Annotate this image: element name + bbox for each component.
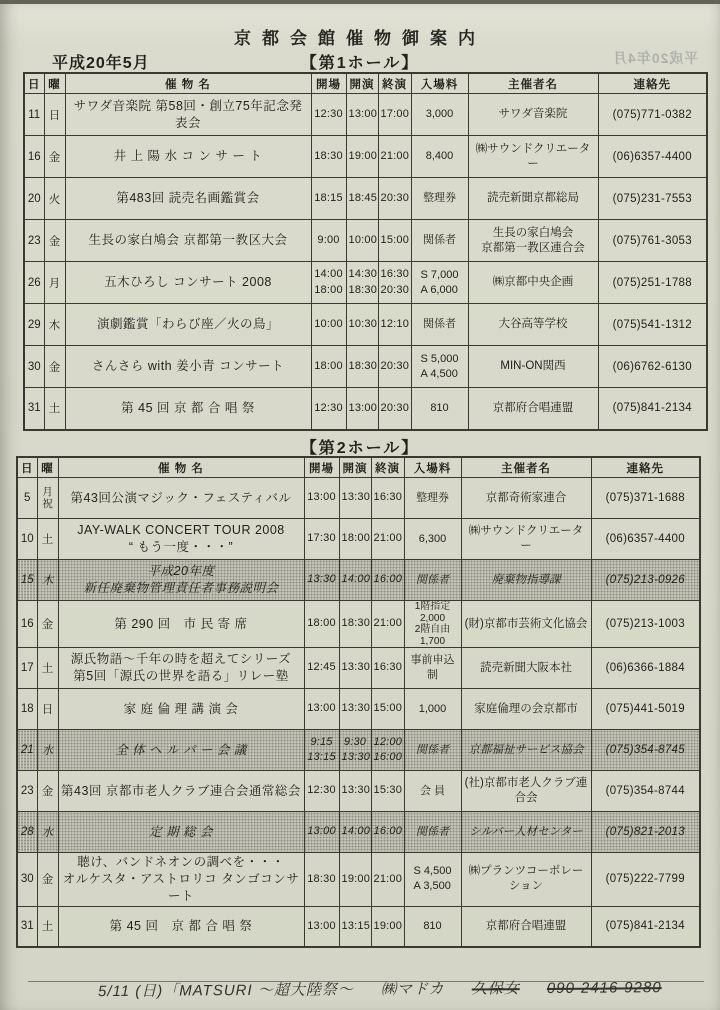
event-row bbox=[24, 304, 707, 346]
event-row bbox=[17, 906, 700, 947]
cell-start-time: 19:00 bbox=[339, 853, 371, 907]
cell-organizer: サワダ音楽院 bbox=[468, 94, 598, 136]
cell-day: 29 bbox=[24, 304, 44, 346]
cell-phone: (075)222-7799 bbox=[591, 853, 700, 907]
event-row bbox=[24, 346, 707, 388]
handwritten-note bbox=[98, 976, 698, 1001]
cell-organizer: (財)京都市芸術文化協会 bbox=[461, 601, 591, 648]
cell-organizer: シルバー人材センター bbox=[461, 812, 591, 853]
event-row bbox=[17, 771, 700, 812]
cell-phone: (06)6366-1884 bbox=[591, 648, 700, 689]
cell-phone: (075)354-8745 bbox=[591, 730, 700, 771]
cell-end-time: 12:10 bbox=[378, 304, 411, 346]
cell-open-time: 13:30 bbox=[304, 560, 339, 601]
column-header: 日 bbox=[17, 457, 37, 478]
scanned-page bbox=[0, 4, 720, 1010]
column-header: 入場料 bbox=[404, 457, 461, 478]
cell-event: JAY-WALK CONCERT TOUR 2008 “ もう一度・・・” bbox=[58, 519, 304, 560]
cell-open-time: 18:30 bbox=[311, 136, 346, 178]
cell-event: 第 290 回 市 民 寄 席 bbox=[58, 601, 304, 648]
cell-fee: 整理券 bbox=[404, 478, 461, 519]
cell-start-time: 14:30 18:30 bbox=[346, 262, 378, 304]
cell-organizer: (社)京都市老人クラブ連合会 bbox=[461, 771, 591, 812]
cell-day: 31 bbox=[24, 388, 44, 430]
bleedthrough-text: 平成20年4月 bbox=[611, 50, 698, 66]
cell-day: 23 bbox=[17, 771, 37, 812]
cell-open-time: 12:45 bbox=[304, 648, 339, 689]
cell-start-time: 19:00 bbox=[346, 136, 378, 178]
cell-start-time: 9:30 13:30 bbox=[339, 730, 371, 771]
cell-fee: 事前申込制 bbox=[404, 648, 461, 689]
event-row bbox=[24, 136, 707, 178]
cell-end-time: 21:00 bbox=[378, 136, 411, 178]
cell-day: 11 bbox=[24, 94, 44, 136]
cell-phone: (075)541-1312 bbox=[598, 304, 707, 346]
event-row bbox=[17, 812, 700, 853]
cell-weekday: 土 bbox=[37, 648, 58, 689]
cell-event: 第43回 京都市老人クラブ連合会通常総会 bbox=[58, 771, 304, 812]
cell-event: 全 体 ヘ ル パ ー 会 議 bbox=[58, 730, 304, 771]
cell-event: さんさら with 姜小青 コンサート bbox=[65, 346, 311, 388]
cell-phone: (075)761-3053 bbox=[598, 220, 707, 262]
column-header: 終演 bbox=[371, 457, 404, 478]
event-row bbox=[24, 94, 707, 136]
cell-fee: 関係者 bbox=[404, 730, 461, 771]
cell-open-time: 10:00 bbox=[311, 304, 346, 346]
cell-event: 第483回 読売名画鑑賞会 bbox=[65, 178, 311, 220]
cell-weekday: 金 bbox=[37, 853, 58, 907]
cell-phone: (075)841-2134 bbox=[591, 906, 700, 947]
cell-start-time: 13:30 bbox=[339, 478, 371, 519]
cell-open-time: 9:15 13:15 bbox=[304, 730, 339, 771]
cell-open-time: 13:00 bbox=[304, 906, 339, 947]
cell-end-time: 12:00 16:00 bbox=[371, 730, 404, 771]
cell-fee: 6,300 bbox=[404, 519, 461, 560]
cell-fee: 関係者 bbox=[411, 220, 468, 262]
cell-end-time: 21:00 bbox=[371, 601, 404, 648]
cell-organizer: ㈱サウンドクリエーター bbox=[468, 136, 598, 178]
page-title: 京都会館催物御案内 bbox=[234, 29, 486, 48]
event-row bbox=[24, 262, 707, 304]
cell-open-time: 12:30 bbox=[311, 388, 346, 430]
column-header: 開演 bbox=[346, 73, 378, 94]
cell-day: 23 bbox=[24, 220, 44, 262]
cell-end-time: 16:30 20:30 bbox=[378, 262, 411, 304]
cell-event: 源氏物語～千年の時を超えてシリーズ 第5回「源氏の世界を語る」リレー塾 bbox=[58, 648, 304, 689]
event-row bbox=[17, 519, 700, 560]
cell-weekday: 金 bbox=[44, 136, 65, 178]
cell-weekday: 月 祝 bbox=[37, 478, 58, 519]
header-row bbox=[24, 73, 707, 94]
cell-end-time: 16:00 bbox=[371, 812, 404, 853]
cell-day: 17 bbox=[17, 648, 37, 689]
cell-event: 演劇鑑賞「わらび座／火の鳥」 bbox=[65, 304, 311, 346]
cell-day: 16 bbox=[24, 136, 44, 178]
cell-organizer: 生長の家白鳩会 京都第一教区連合会 bbox=[468, 220, 598, 262]
handwritten-company: ㈱マドカ bbox=[380, 980, 445, 999]
cell-start-time: 10:30 bbox=[346, 304, 378, 346]
column-header: 催 物 名 bbox=[58, 457, 304, 478]
cell-day: 5 bbox=[17, 478, 37, 519]
cell-day: 28 bbox=[17, 812, 37, 853]
cell-weekday: 日 bbox=[37, 689, 58, 730]
event-row bbox=[24, 388, 707, 430]
cell-phone: (075)441-5019 bbox=[591, 689, 700, 730]
cell-end-time: 20:30 bbox=[378, 346, 411, 388]
cell-fee: 関係者 bbox=[404, 560, 461, 601]
event-row bbox=[17, 730, 700, 771]
cell-end-time: 17:00 bbox=[378, 94, 411, 136]
cell-weekday: 金 bbox=[37, 601, 58, 648]
column-header: 終演 bbox=[378, 73, 411, 94]
cell-weekday: 木 bbox=[44, 304, 65, 346]
cell-open-time: 13:00 bbox=[304, 812, 339, 853]
handwritten-name-struck: 久保女 bbox=[471, 980, 520, 998]
hall-2-schedule-table bbox=[16, 456, 701, 948]
cell-organizer: 読売新聞京都総局 bbox=[468, 178, 598, 220]
cell-event: 家 庭 倫 理 講 演 会 bbox=[58, 689, 304, 730]
cell-organizer: ㈱サウンドクリエーター bbox=[461, 519, 591, 560]
hall-2-title: 【第2ホール】 bbox=[300, 440, 420, 457]
cell-weekday: 火 bbox=[44, 178, 65, 220]
cell-start-time: 10:00 bbox=[346, 220, 378, 262]
cell-start-time: 13:15 bbox=[339, 906, 371, 947]
cell-end-time: 21:00 bbox=[371, 519, 404, 560]
cell-end-time: 20:30 bbox=[378, 388, 411, 430]
cell-open-time: 18:30 bbox=[304, 853, 339, 907]
cell-weekday: 水 bbox=[37, 730, 58, 771]
event-row bbox=[17, 601, 700, 648]
hall-1-title: 【第1ホール】 bbox=[300, 55, 420, 72]
cell-open-time: 18:15 bbox=[311, 178, 346, 220]
cell-fee: 8,400 bbox=[411, 136, 468, 178]
cell-start-time: 14:00 bbox=[339, 560, 371, 601]
column-header: 曜 bbox=[37, 457, 58, 478]
header-row bbox=[17, 457, 700, 478]
cell-day: 26 bbox=[24, 262, 44, 304]
cell-day: 10 bbox=[17, 519, 37, 560]
cell-fee: 810 bbox=[404, 906, 461, 947]
cell-organizer: 京都奇術家連合 bbox=[461, 478, 591, 519]
cell-open-time: 17:30 bbox=[304, 519, 339, 560]
cell-event: 第 45 回 京 都 合 唱 祭 bbox=[65, 388, 311, 430]
month-label: 平成20年5月 bbox=[52, 55, 150, 72]
cell-start-time: 13:30 bbox=[339, 648, 371, 689]
cell-open-time: 9:00 bbox=[311, 220, 346, 262]
cell-organizer: 京都福祉サービス協会 bbox=[461, 730, 591, 771]
cell-start-time: 13:00 bbox=[346, 388, 378, 430]
event-row bbox=[17, 478, 700, 519]
cell-weekday: 月 bbox=[44, 262, 65, 304]
hall-1-schedule-table bbox=[23, 72, 708, 431]
column-header: 連絡先 bbox=[591, 457, 700, 478]
cell-organizer: ㈱京都中央企画 bbox=[468, 262, 598, 304]
cell-weekday: 土 bbox=[37, 906, 58, 947]
cell-fee: 関係者 bbox=[411, 304, 468, 346]
cell-organizer: 大谷高等学校 bbox=[468, 304, 598, 346]
cell-fee: S 5,000 A 4,500 bbox=[411, 346, 468, 388]
cell-organizer: 家庭倫理の会京都市 bbox=[461, 689, 591, 730]
cell-phone: (06)6357-4400 bbox=[591, 519, 700, 560]
cell-fee: 3,000 bbox=[411, 94, 468, 136]
cell-event: 生長の家白鳩会 京都第一教区大会 bbox=[65, 220, 311, 262]
cell-organizer: 京都府合唱連盟 bbox=[468, 388, 598, 430]
cell-event: 第43回公演マジック・フェスティバル bbox=[58, 478, 304, 519]
event-row bbox=[24, 220, 707, 262]
column-header: 催 物 名 bbox=[65, 73, 311, 94]
cell-open-time: 12:30 bbox=[304, 771, 339, 812]
cell-start-time: 13:30 bbox=[339, 689, 371, 730]
cell-phone: (075)771-0382 bbox=[598, 94, 707, 136]
handwritten-event: 5/11 (日)「MATSURI ～超大陸祭～ bbox=[97, 981, 354, 1001]
cell-phone: (075)354-8744 bbox=[591, 771, 700, 812]
cell-start-time: 13:00 bbox=[346, 94, 378, 136]
cell-event: 聴け、バンドネオンの調べを・・・ オルケスタ・アストロリコ タンゴコンサート bbox=[58, 853, 304, 907]
cell-weekday: 金 bbox=[44, 220, 65, 262]
cell-open-time: 18:00 bbox=[311, 346, 346, 388]
cell-weekday: 木 bbox=[37, 560, 58, 601]
column-header: 開演 bbox=[339, 457, 371, 478]
cell-end-time: 16:30 bbox=[371, 478, 404, 519]
cell-end-time: 19:00 bbox=[371, 906, 404, 947]
cell-start-time: 18:30 bbox=[339, 601, 371, 648]
cell-end-time: 15:00 bbox=[378, 220, 411, 262]
cell-end-time: 15:30 bbox=[371, 771, 404, 812]
cell-event: サワダ音楽院 第58回・創立75年記念発表会 bbox=[65, 94, 311, 136]
cell-fee: 整理券 bbox=[411, 178, 468, 220]
cell-fee: S 7,000 A 6,000 bbox=[411, 262, 468, 304]
cell-fee: 会 員 bbox=[404, 771, 461, 812]
event-row bbox=[17, 648, 700, 689]
cell-start-time: 18:00 bbox=[339, 519, 371, 560]
cell-organizer: 読売新聞大阪本社 bbox=[461, 648, 591, 689]
event-row bbox=[24, 178, 707, 220]
cell-day: 21 bbox=[17, 730, 37, 771]
cell-end-time: 16:00 bbox=[371, 560, 404, 601]
event-row bbox=[17, 853, 700, 907]
column-header: 曜 bbox=[44, 73, 65, 94]
cell-weekday: 水 bbox=[37, 812, 58, 853]
cell-fee: 1階指定 2,000 2階自由 1,700 bbox=[404, 601, 461, 648]
cell-phone: (075)841-2134 bbox=[598, 388, 707, 430]
cell-event: 平成20年度 新任廃棄物管理責任者事務説明会 bbox=[58, 560, 304, 601]
cell-weekday: 土 bbox=[44, 388, 65, 430]
event-row bbox=[17, 689, 700, 730]
cell-open-time: 13:00 bbox=[304, 478, 339, 519]
cell-event: 定 期 総 会 bbox=[58, 812, 304, 853]
cell-weekday: 土 bbox=[37, 519, 58, 560]
cell-organizer: ㈱プランツコーポレーション bbox=[461, 853, 591, 907]
cell-start-time: 18:30 bbox=[346, 346, 378, 388]
cell-day: 18 bbox=[17, 689, 37, 730]
cell-phone: (075)821-2013 bbox=[591, 812, 700, 853]
cell-fee: S 4,500 A 3,500 bbox=[404, 853, 461, 907]
cell-open-time: 12:30 bbox=[311, 94, 346, 136]
cell-phone: (075)213-0926 bbox=[591, 560, 700, 601]
cell-phone: (06)6357-4400 bbox=[598, 136, 707, 178]
cell-weekday: 金 bbox=[44, 346, 65, 388]
cell-fee: 1,000 bbox=[404, 689, 461, 730]
cell-organizer: 廃棄物指導課 bbox=[461, 560, 591, 601]
cell-start-time: 14:00 bbox=[339, 812, 371, 853]
column-header: 入場料 bbox=[411, 73, 468, 94]
cell-end-time: 21:00 bbox=[371, 853, 404, 907]
cell-phone: (075)231-7553 bbox=[598, 178, 707, 220]
column-header: 開場 bbox=[311, 73, 346, 94]
cell-event: 井 上 陽 水 コ ン サ ー ト bbox=[65, 136, 311, 178]
cell-open-time: 18:00 bbox=[304, 601, 339, 648]
cell-day: 31 bbox=[17, 906, 37, 947]
cell-start-time: 13:30 bbox=[339, 771, 371, 812]
cell-event: 五木ひろし コンサート 2008 bbox=[65, 262, 311, 304]
column-header: 主催者名 bbox=[461, 457, 591, 478]
cell-weekday: 金 bbox=[37, 771, 58, 812]
cell-end-time: 20:30 bbox=[378, 178, 411, 220]
cell-start-time: 18:45 bbox=[346, 178, 378, 220]
cell-day: 16 bbox=[17, 601, 37, 648]
handwritten-phone-struck: 090-2416-9280 bbox=[546, 979, 662, 997]
cell-open-time: 14:00 18:00 bbox=[311, 262, 346, 304]
cell-day: 30 bbox=[17, 853, 37, 907]
cell-phone: (06)6762-6130 bbox=[598, 346, 707, 388]
cell-day: 30 bbox=[24, 346, 44, 388]
cell-fee: 関係者 bbox=[404, 812, 461, 853]
cell-day: 20 bbox=[24, 178, 44, 220]
cell-end-time: 16:30 bbox=[371, 648, 404, 689]
cell-phone: (075)251-1788 bbox=[598, 262, 707, 304]
column-header: 主催者名 bbox=[468, 73, 598, 94]
cell-end-time: 15:00 bbox=[371, 689, 404, 730]
event-row bbox=[17, 560, 700, 601]
column-header: 日 bbox=[24, 73, 44, 94]
cell-event: 第 45 回 京 都 合 唱 祭 bbox=[58, 906, 304, 947]
column-header: 連絡先 bbox=[598, 73, 707, 94]
cell-phone: (075)371-1688 bbox=[591, 478, 700, 519]
cell-organizer: 京都府合唱連盟 bbox=[461, 906, 591, 947]
cell-organizer: MIN-ON関西 bbox=[468, 346, 598, 388]
cell-weekday: 日 bbox=[44, 94, 65, 136]
cell-phone: (075)213-1003 bbox=[591, 601, 700, 648]
cell-day: 15 bbox=[17, 560, 37, 601]
column-header: 開場 bbox=[304, 457, 339, 478]
cell-fee: 810 bbox=[411, 388, 468, 430]
cell-open-time: 13:00 bbox=[304, 689, 339, 730]
